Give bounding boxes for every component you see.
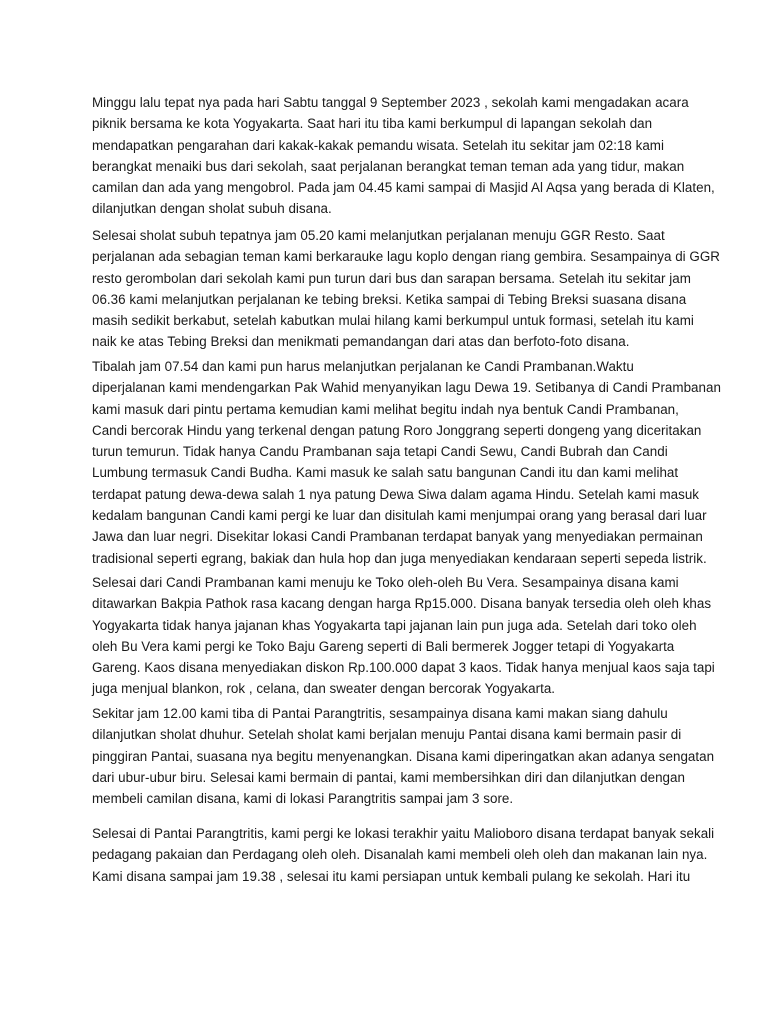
text-line: perjalanan ada sebagian teman kami berkarauke lagu koplo dengan riang gembira. Sesampainya di GGR [92,249,720,265]
text-line: mendapatkan pengarahan dari kakak-kakak pemandu wisata. Setelah itu sekitar jam 02:18 kami [92,137,664,153]
paragraph-4 [92,572,715,700]
text-line: terdapat patung dewa-dewa salah 1 nya patung Dewa Siwa dalam agama Hindu. Setelah kami masuk [92,486,700,502]
text-line: resto gerombolan dari sekolah kami pun turun dari bus dan sarapan bersama. Setelah itu sekitar jam [92,270,691,286]
paragraph-5 [92,703,715,809]
text-line: dilanjutkan sholat dhuhur. Setelah sholat kami berjalan menuju Pantai disana kami bermain pasir di [92,727,682,743]
text-line: Lumbung termasuk Candi Budha. Kami masuk ke salah satu bangunan Candi itu dan kami melihat [92,465,679,481]
text-line: Candi bercorak Hindu yang terkenal dengan patung Roro Jonggrang seperti dongeng yang diceritakan [92,422,702,438]
text-line: juga menjual blankon, rok , celana, dan sweater dengan bercorak Yogyakarta. [92,681,556,697]
text-line: kedalam bangunan Candi kami pergi ke luar dan disitulah kami menjumpai orang yang berasal dari luar [92,508,707,524]
text-line: Selesai sholat subuh tepatnya jam 05.20 kami melanjutkan perjalanan menuju GGR Resto. Saat [92,228,665,243]
paragraph-6 [92,823,715,887]
paragraph-1 [92,92,715,220]
text-line: Minggu lalu tepat nya pada hari Sabtu tanggal 9 September 2023 , sekolah kami mengadakan acara [92,95,689,110]
text-line: pinggiran Pantai, suasana nya begitu menyenangkan. Disana kami diperingatkan akan adanya sengatan [92,748,715,764]
text-line: Kami disana sampai jam 19.38 , selesai itu kami persiapan untuk kembali pulang ke sekolah. Hari itu [92,868,691,884]
text-line: naik ke atas Tebing Breksi dan menikmati pemandangan dari atas dan berfoto-foto disana. [92,334,630,350]
text-line: camilan dan ada yang mengobrol. Pada jam 04.45 kami sampai di Masjid Al Aqsa yang berada di Klaten, [92,180,715,196]
text-line: ditawarkan Bakpia Pathok rasa kacang dengan harga Rp15.000. Disana banyak tersedia oleh oleh khas [92,596,712,612]
text-line: turun temurun. Tidak hanya Candu Prambanan saja tetapi Candi Sewu, Candi Bubrah dan Candi [92,444,668,460]
text-line: pedagang pakaian dan Perdagang oleh oleh. Disanalah kami membeli oleh oleh dan makanan lain nya. [92,847,708,863]
text-line: piknik bersama ke kota Yogyakarta. Saat hari itu tiba kami berkumpul di lapangan sekolah dan [92,116,653,132]
text-line: tradisional seperti egrang, bakiak dan hula hop dan juga menyediakan kendaraan seperti sepeda listrik. [92,550,707,566]
text-line: Gareng. Kaos disana menyediakan diskon Rp.100.000 dapat 3 kaos. Tidak hanya menjual kaos saja tapi [92,660,715,676]
text-line: 06.36 kami melanjutkan perjalanan ke tebing breksi. Ketika sampai di Tebing Breksi suasana disana [92,291,687,307]
text-line: Tibalah jam 07.54 dan kami pun harus melanjutkan perjalanan ke Candi Prambanan.Waktu [92,359,634,374]
text-line: Yogyakarta tidak hanya jajanan khas Yogyakarta tapi jajanan lain pun juga ada. Setelah dari toko oleh [92,617,697,633]
text-line: diperjalanan kami mendengarkan Pak Wahid menyanyikan lagu Dewa 19. Setibanya di Candi Prambanan [92,380,721,396]
text-line: Jawa dan luar negri. Disekitar lokasi Candi Prambanan terdapat banyak yang menyediakan permainan [92,529,703,545]
text-line: dilanjutkan dengan sholat subuh disana. [92,201,332,217]
text-line: Selesai dari Candi Prambanan kami menuju ke Toko oleh-oleh Bu Vera. Sesampainya disana kami [92,575,679,590]
text-line: dari ubur-ubur biru. Selesai kami bermain di pantai, kami membersihkan diri dan dilanjutkan dengan [92,769,685,785]
text-line: oleh Bu Vera kami pergi ke Toko Baju Gareng seperti di Bali bermerek Jogger tetapi di Yogyakarta [92,638,675,654]
paragraph-2 [92,225,720,353]
text-line: berangkat menaiki bus dari sekolah, saat perjalanan berangkat teman teman ada yang tidur, makan [92,158,685,174]
text-line: membeli camilan disana, kami di lokasi Parangtritis sampai jam 3 sore. [92,791,514,807]
text-line: kami masuk dari pintu pertama kemudian kami melihat begitu indah nya bentuk Candi Prambanan, [92,401,679,417]
paragraph-3 [92,356,721,569]
text-line: Sekitar jam 12.00 kami tiba di Pantai Parangtritis, sesampainya disana kami makan siang dahulu [92,706,668,721]
text-line: Selesai di Pantai Parangtritis, kami pergi ke lokasi terakhir yaitu Malioboro disana terdapat banyak sekali [92,826,715,841]
text-line: masih sedikit berkabut, setelah kabutkan mulai hilang kami berkumpul untuk formasi, setelah itu kami [92,313,694,329]
